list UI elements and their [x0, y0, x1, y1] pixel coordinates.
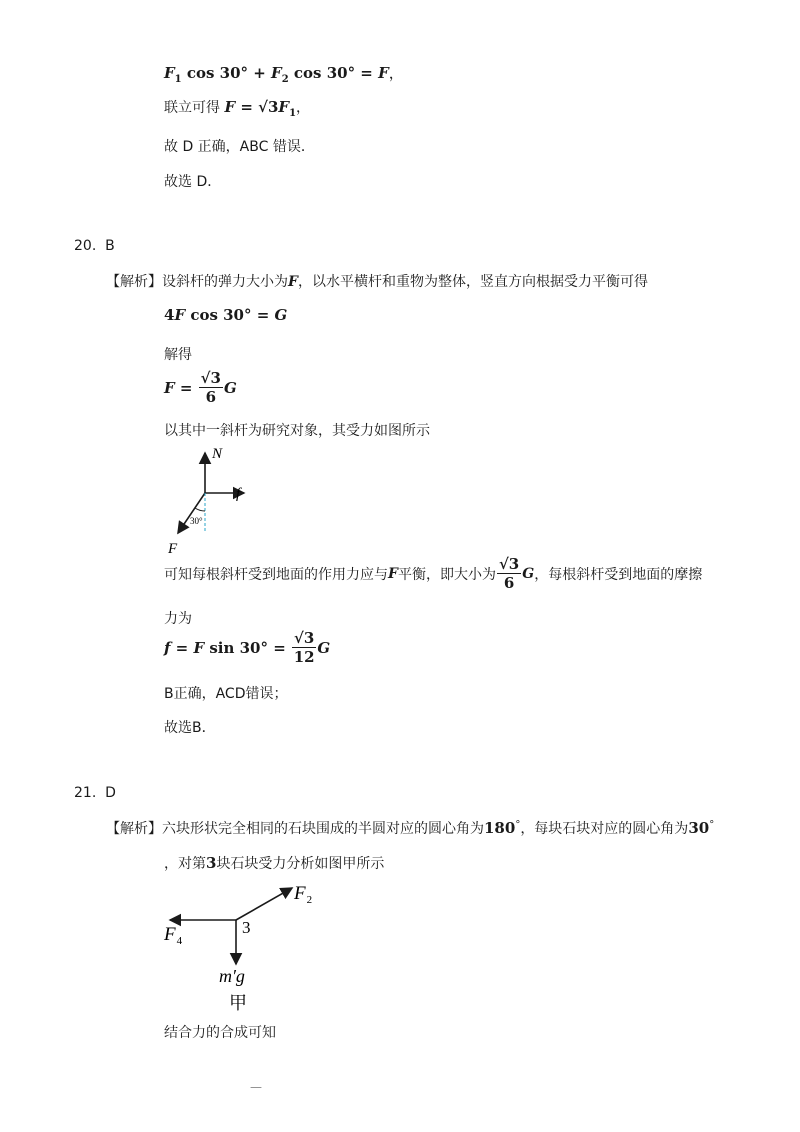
- label-f2: $F_2$: [294, 883, 313, 906]
- label-angle: 30°: [190, 516, 203, 526]
- q19-choose: 故选 D．: [164, 174, 222, 190]
- q21-tail: 结合力的合成可知: [164, 1025, 276, 1041]
- pick-rod-line: 以其中一斜杆为研究对象，其受力如图所示: [164, 423, 430, 439]
- figure-caption: 甲: [229, 993, 247, 1014]
- label-mg: m′g: [219, 966, 245, 986]
- label-block-3: 3: [242, 918, 251, 937]
- fraction: $\frac{√3}{6}$: [498, 555, 520, 592]
- question-number: 21.: [74, 785, 97, 801]
- label-f: f: [236, 486, 241, 502]
- answer-letter: D: [105, 785, 116, 801]
- fraction: $\frac{√3}{12}$: [293, 629, 315, 666]
- analysis-tag: 【解析】: [106, 821, 162, 837]
- fraction: $\frac{√3}{6}$: [200, 369, 221, 406]
- page-footer-mark: —: [250, 1080, 262, 1094]
- q20-analysis-intro: 【解析】设斜杆的弹力大小为F，以水平横杆和重物为整体，竖直方向根据受力平衡可得: [106, 274, 648, 290]
- solve-label: 解得: [164, 347, 192, 363]
- label-big-f: F: [168, 541, 178, 557]
- q20-result: B正确，ACD错误；: [164, 686, 288, 702]
- q20-header: [74, 238, 115, 254]
- block-force-diagram: [160, 878, 330, 1018]
- equal-force-line: 可知每根斜杆受到地面的作用力应与F平衡，即大小为 $\frac{√3}{6}$ G，每根斜杆受到地面的摩擦: [164, 555, 703, 592]
- q21-analysis-line2: ，对第3块石块受力分析如图甲所示: [164, 854, 385, 872]
- label-n: N: [212, 446, 223, 462]
- q21-header: [74, 785, 116, 801]
- force-f2-arrow: [236, 888, 292, 920]
- q19-conclusion: 故 D 正确，ABC 错误．: [164, 139, 315, 155]
- equation-force-sum: $F_1$ $\cos 30^\circ + F_2$ cos 30° = F，: [164, 64, 404, 85]
- question-number: 20.: [74, 238, 97, 254]
- q20-choose: 故选B．: [164, 720, 216, 736]
- angle-arc: [195, 508, 205, 511]
- force-f-arrow: [178, 493, 205, 533]
- answer-letter: B: [105, 238, 115, 254]
- equal-force-line-wrap: 力为: [164, 611, 192, 627]
- label-f4: $F_4$: [164, 924, 183, 947]
- rod-force-diagram: [160, 445, 260, 557]
- q21-analysis-line1: 【解析】六块形状完全相同的石块围成的半圆对应的圆心角为180°，每块石块对应的圆心角为30°: [106, 819, 715, 837]
- equation-f-solution: F = $\frac{√3}{6}$ G: [164, 369, 237, 406]
- equation-friction: f = F sin 30° = $\frac{√3}{12}$ G: [164, 629, 331, 666]
- analysis-tag: 【解析】: [106, 274, 162, 290]
- combine-result-line: 联立可得 $F = √3F_1$，: [164, 98, 311, 119]
- equation-vertical-balance: 4F cos 30° = G: [164, 306, 288, 324]
